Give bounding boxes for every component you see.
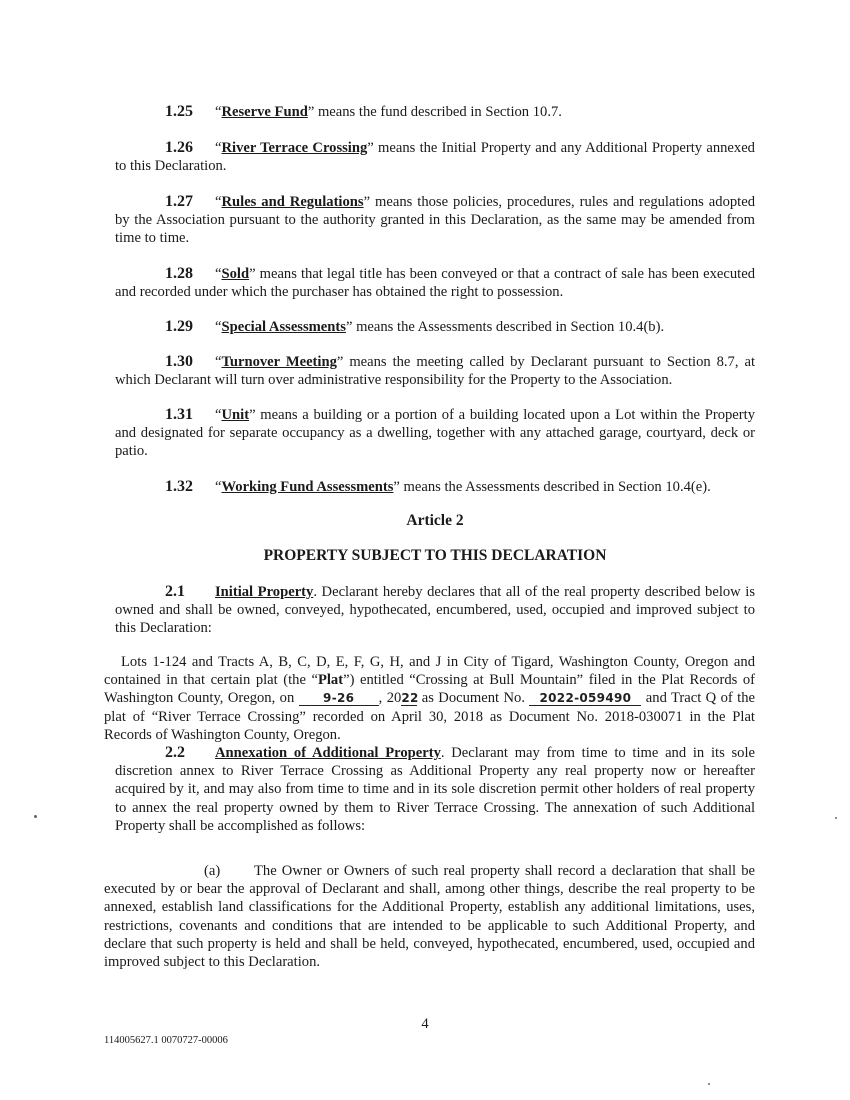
defined-term: Turnover Meeting [221,354,337,370]
definition-1-28: 1.28 “Sold” means that legal title has been conveyed or that a contract of sale has been executed and recorded under which the purchaser has obtained the right to possession. [115,265,755,301]
definition-text: ” means the meeting called by Declarant pursuant to Section 8.7, at which Declarant will turn over administrative responsibility for the Property to the Association. [115,354,755,389]
section-number: 1.31 [165,406,193,423]
plat-term: Plat [317,672,344,689]
section-heading: Annexation of Additional Property [215,745,441,761]
section-number: 1.30 [165,353,193,370]
section-2-2 [115,744,755,835]
definition-text: ” means the Assessments described in Section 10.4(b). [345,319,665,335]
section-number: 1.26 [165,139,193,156]
section-number: 1.28 [165,265,193,282]
definition-text: ” means the Assessments described in Section 10.4(e). [393,479,711,495]
definition-1-30: 1.30 “Turnover Meeting” means the meeting called by Declarant pursuant to Section 8.7, at which Declarant will turn over administrative responsibility for the Property to the Association. [115,353,755,389]
section-number: 1.32 [165,478,193,495]
definition-text: ” means those policies, procedures, rules and regulations adopted by the Association pursuant to the authority granted in this Declaration, as the same may be amended from time to time. [115,194,755,247]
definition-text: ” means the Initial Property and any Additional Property annexed to this Declaration. [115,140,755,175]
section-number: 1.27 [165,193,193,210]
handwritten-year: 22 [401,691,419,706]
defined-term: Sold [221,266,250,282]
document-footer-id: 114005627.1 0070727-00006 [104,1035,228,1046]
handwritten-date: 9-26 [299,691,379,706]
definition-1-32: 1.32 “Working Fund Assessments” means the Assessments described in Section 10.4(e). [165,478,711,495]
defined-term: Reserve Fund [221,104,308,120]
scan-speck [34,815,37,818]
definition-text: ” means that legal title has been conveyed or that a contract of sale has been executed and recorded under which the purchaser has obtained the right to possession. [115,266,755,301]
defined-term: Special Assessments [221,319,346,335]
section-number: 2.2 [165,744,185,761]
section-heading: Initial Property [215,584,314,600]
definition-text: ” means a building or a portion of a building located upon a Lot within the Property and designated for separate occupancy as a dwelling, together with any attached garage, courtyard, deck or patio. [115,407,755,460]
definition-1-25: 1.25 “Reserve Fund” means the fund described in Section 10.7. [165,103,562,120]
scan-speck [708,1083,710,1085]
handwritten-document-number: 2022-059490 [529,691,641,706]
subsection-text: The Owner or Owners of such real property shall record a declaration that shall be executed by or bear the approval of Declarant and shall, among other things, describe the real property to be annexed, establish land classifications for the Additional Property, establish any additional limitations, uses, restrictions, covenants and conditions that are intended to be applicable to such Additional Property, and declare that such property is held and shall be held, conveyed, hypothecated, encumbered, used, occupied and improved subject to this Declaration. [104,863,755,971]
definition-1-26: 1.26 “River Terrace Crossing” means the Initial Property and any Additional Property annexed to this Declaration. [115,139,755,175]
scan-speck [835,817,837,819]
section-text: . Declarant hereby declares that all of the real property described below is owned and shall be owned, conveyed, hypothecated, encumbered, used, occupied and improved subject to this Declaration: [115,584,756,637]
article-title: PROPERTY SUBJECT TO THIS DECLARATION [263,547,607,564]
page-number: 4 [421,1016,429,1032]
article-heading: Article 2 [406,512,464,529]
defined-term: Rules and Regulations [221,194,364,210]
defined-term: Unit [221,407,250,423]
section-2-1 [115,583,755,638]
section-number: 1.25 [165,103,193,120]
defined-term: River Terrace Crossing [221,140,368,156]
section-text: . Declarant may from time to time and in its sole discretion annex to River Terrace Crossing as Additional Property any real property now or hereafter acquired by it, and may also from time to time and in its sole discretion permit other holders of real property to annex the real property owned by them to River Terrace Crossing. The annexation of such Additional Property shall be accomplished as follows: [115,745,755,834]
definition-1-31: 1.31 “Unit” means a building or a portion of a building located upon a Lot within the Property and designated for separate occupancy as a dwelling, together with any attached garage, courtyard, deck or patio. [115,406,755,460]
subsection-label: (a) [204,863,221,879]
definition-text: ” means the fund described in Section 10.7. [307,104,562,120]
subsection-a [104,862,755,971]
defined-term: Working Fund Assessments [221,479,394,495]
definition-1-29: 1.29 “Special Assessments” means the Assessments described in Section 10.4(b). [165,318,665,335]
section-number: 2.1 [165,583,185,600]
section-number: 1.29 [165,318,193,335]
definition-1-27: 1.27 “Rules and Regulations” means those policies, procedures, rules and regulations adopted by the Association pursuant to the authority granted in this Declaration, as the same may be amended from time to time. [115,193,755,247]
lots-paragraph: Lots 1-124 and Tracts A, B, C, D, E, F, G, H, and J in City of Tigard, Washington County, Oregon and contained in that certain plat (the “Plat”) entitled “Crossing at Bull Mountain” filed in the Plat Records of Washington County, Oregon, on 9-26 , 2022 as Document No. 2022-059490 and Tract Q of the plat of “River Terrace Crossing” recorded on April 30, 2018 as Document No. 2018-030071 in the Plat Records of Washington County, Oregon. [104,654,756,743]
